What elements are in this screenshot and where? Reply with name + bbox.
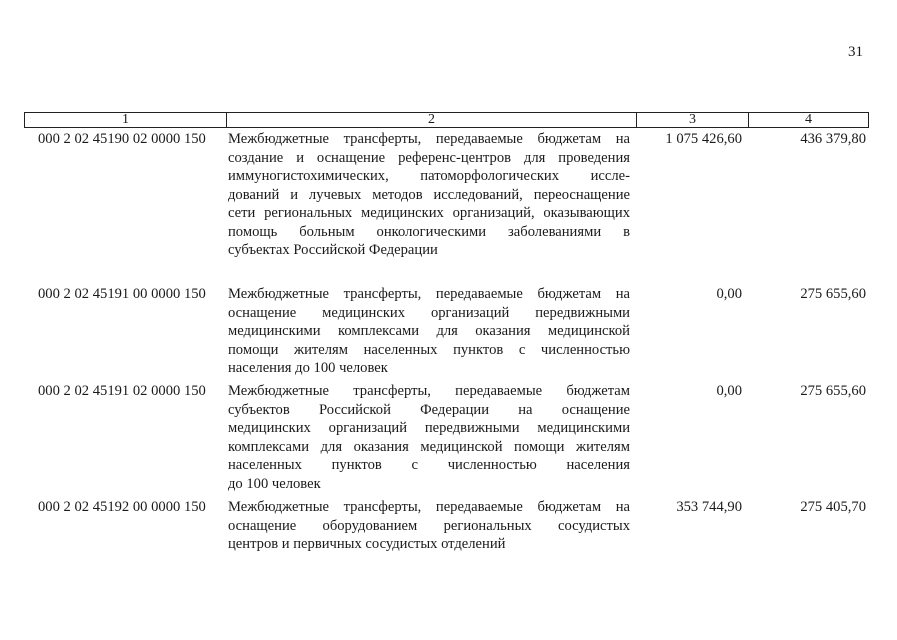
row-value-col4: 275 655,60: [800, 383, 866, 399]
desc-line: Межбюджетные трансферты, передаваемые бюджетам на: [228, 286, 630, 302]
header-col-4: 4: [748, 112, 869, 128]
desc-line: дований и лучевых методов исследований, переоснащение: [228, 186, 630, 203]
header-col-2: 2: [226, 112, 637, 128]
desc-line: оснащение оборудованием региональных сосудистых: [228, 517, 630, 534]
desc-line: субъектах Российской Федерации: [228, 242, 438, 258]
desc-line: комплексами для оказания медицинской помощи жителям: [228, 438, 630, 455]
row-description: [228, 285, 630, 378]
header-col-3: 3: [636, 112, 749, 128]
desc-line: Межбюджетные трансферты, передаваемые бюджетам: [228, 383, 630, 399]
row-value-col3: 1 075 426,60: [665, 131, 742, 147]
row-value-col3: 0,00: [716, 383, 742, 399]
row-code: 000 2 02 45191 02 0000 150: [38, 383, 206, 399]
row-code: 000 2 02 45191 00 0000 150: [38, 286, 206, 302]
desc-line: помощь больным онкологическими заболеваниями в: [228, 223, 630, 240]
desc-line: центров и первичных сосудистых отделений: [228, 536, 506, 552]
row-description: [228, 498, 630, 554]
desc-line: создание и оснащение референс-центров для проведения: [228, 149, 630, 166]
desc-line: помощи жителям населенных пунктов с численностью: [228, 341, 630, 358]
desc-line: населения до 100 человек: [228, 360, 388, 376]
desc-line: медицинскими комплексами для оказания медицинской: [228, 323, 630, 339]
row-value-col3: 353 744,90: [676, 499, 742, 515]
desc-line: медицинских организаций передвижными медицинскими: [228, 420, 630, 436]
row-value-col4: 275 655,60: [800, 286, 866, 302]
row-value-col3: 0,00: [716, 286, 742, 302]
desc-line: оснащение медицинских организаций передвижными: [228, 304, 630, 321]
row-description: [228, 130, 630, 260]
row-value-col4: 436 379,80: [800, 131, 866, 147]
desc-line: Межбюджетные трансферты, передаваемые бюджетам на: [228, 499, 630, 515]
row-code: 000 2 02 45192 00 0000 150: [38, 499, 206, 515]
desc-line: населенных пунктов с численностью населения: [228, 457, 630, 473]
desc-line: иммуногистохимических, патоморфологических иссле-: [228, 168, 630, 184]
desc-line: сети региональных медицинских организаций, оказывающих: [228, 205, 630, 221]
desc-line: до 100 человек: [228, 475, 321, 492]
desc-line: субъектов Российской Федерации на оснащение: [228, 401, 630, 418]
header-col-1: 1: [24, 112, 227, 128]
page-number: 31: [848, 44, 863, 60]
desc-line: Межбюджетные трансферты, передаваемые бюджетам на: [228, 131, 630, 147]
row-description: [228, 382, 630, 493]
row-code: 000 2 02 45190 02 0000 150: [38, 131, 206, 147]
row-value-col4: 275 405,70: [800, 499, 866, 515]
